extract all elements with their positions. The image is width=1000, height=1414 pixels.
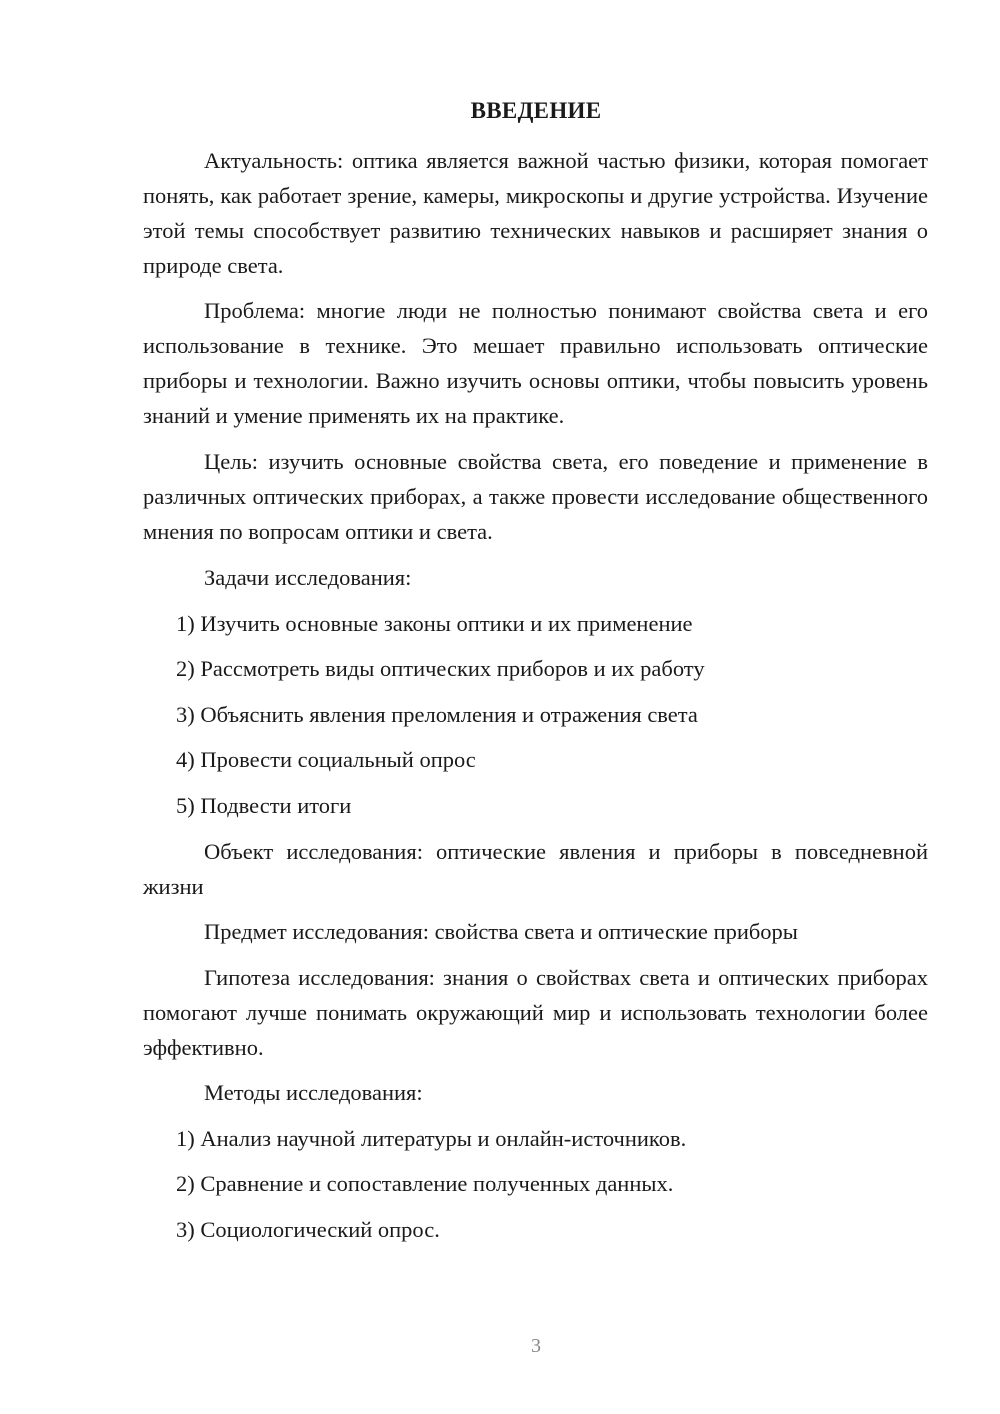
section-heading: ВВЕДЕНИЕ (470, 98, 602, 123)
method-item-2: 2) Сравнение и сопоставление полученных данных. (176, 1171, 674, 1196)
task-item-5: 5) Подвести итоги (176, 793, 352, 818)
method-item-3: 3) Социологический опрос. (176, 1217, 440, 1242)
paragraph-relevance: Актуальность: оптика является важной частью физики, которая помогает понять, как работает зрение, камеры, микроскопы и другие устройства. Изучение этой темы способствует развитию технических навыков и расширяет знания о природе света. (143, 148, 928, 278)
paragraph-subject: Предмет исследования: свойства света и оптические приборы (204, 919, 798, 944)
task-item-4: 4) Провести социальный опрос (176, 747, 476, 772)
task-item-1: 1) Изучить основные законы оптики и их применение (176, 611, 693, 636)
page-number: 3 (531, 1335, 541, 1357)
task-item-2: 2) Рассмотреть виды оптических приборов и их работу (176, 656, 705, 681)
method-item-1: 1) Анализ научной литературы и онлайн-источников. (176, 1126, 687, 1151)
paragraph-goal: Цель: изучить основные свойства света, его поведение и применение в различных оптических приборах, а также провести исследование общественного мнения по вопросам оптики и света. (143, 449, 928, 544)
paragraph-problem: Проблема: многие люди не полностью понимают свойства света и его использование в технике. Это мешает правильно использовать оптические приборы и технологии. Важно изучить основы оптики, чтобы повысить уровень знаний и умение применять их на практике. (143, 298, 928, 428)
paragraph-object: Объект исследования: оптические явления и приборы в повседневной жизни (143, 839, 928, 899)
task-item-3: 3) Объяснить явления преломления и отражения света (176, 702, 698, 727)
tasks-title: Задачи исследования: (204, 565, 412, 590)
methods-title: Методы исследования: (204, 1080, 423, 1105)
paragraph-hypothesis: Гипотеза исследования: знания о свойствах света и оптических приборах помогают лучше понимать окружающий мир и использовать технологии более эффективно. (143, 965, 928, 1060)
